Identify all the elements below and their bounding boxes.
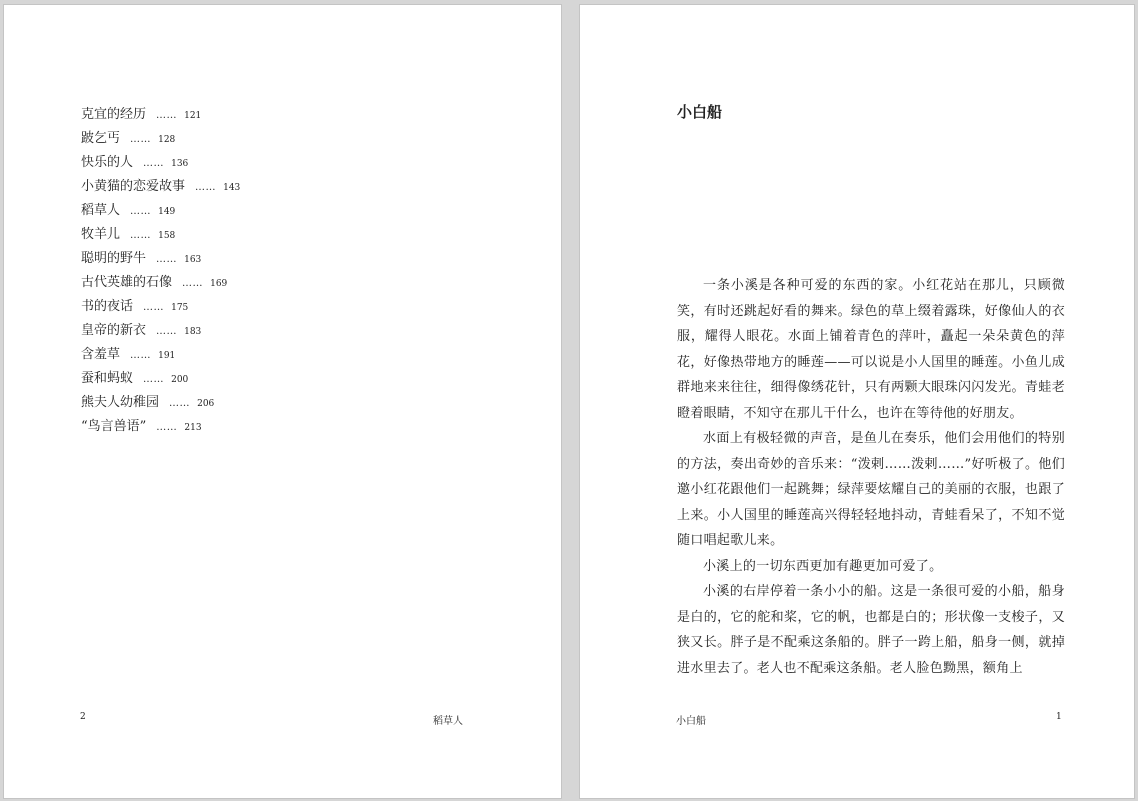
toc-page-number: 183 — [184, 327, 202, 337]
right-page — [579, 4, 1135, 799]
body-paragraph: 小溪上的一切东西更加有趣更加可爱了。 — [703, 558, 943, 574]
toc-page-number: 158 — [158, 231, 176, 241]
toc-entry-title: 跛乞丐 — [81, 131, 121, 146]
toc-leader-dots: …… — [156, 326, 178, 337]
toc-entry-title: 蚕和蚂蚁 — [81, 371, 134, 386]
toc-page-number: 149 — [158, 207, 176, 217]
toc-entry-title: “鸟言兽语” — [81, 419, 147, 434]
toc-entry-title: 克宜的经历 — [81, 107, 147, 122]
toc-entry[interactable] — [81, 125, 240, 149]
body-paragraph: 水面上有极轻微的声音，是鱼儿在奏乐，他们会用他们的特别的方法，奏出奇妙的音乐来：“泼剌……泼剌……”好听极了。他们邀小红花跟他们一起跳舞；绿萍要炫耀自己的美丽的衣服，也跟了上来。小人国里的睡莲高兴得轻轻地抖动，青蛙看呆了，不知不觉随口唱起歌儿来。 — [677, 431, 1065, 548]
chapter-title: 小白船 — [677, 103, 723, 121]
toc-entry[interactable] — [81, 101, 240, 125]
toc-entry[interactable] — [81, 293, 240, 317]
toc-page-number: 169 — [210, 279, 228, 289]
left-page — [3, 4, 562, 799]
toc-entry[interactable] — [81, 413, 240, 437]
toc-page-number: 175 — [171, 303, 189, 313]
toc-page-number: 191 — [158, 351, 176, 361]
body-paragraph: 小溪的右岸停着一条小小的船。这是一条很可爱的小船，船身是白的，它的舵和桨，它的帆，也都是白的；形状像一支梭子，又狭又长。胖子是不配乘这条船的。胖子一跨上船，船身一侧，就掉进水里去了。老人也不配乘这条船。老人脸色黝黑，额角上 — [677, 584, 1065, 676]
toc-leader-dots: …… — [156, 110, 178, 121]
toc-entry-title: 熊夫人幼稚园 — [81, 395, 160, 410]
toc-entry[interactable] — [81, 221, 240, 245]
left-footer-page-number: 2 — [80, 712, 86, 722]
toc-entry-title: 聪明的野牛 — [81, 251, 147, 266]
toc-entry[interactable] — [81, 317, 240, 341]
toc-page-number: 143 — [223, 183, 241, 193]
toc-leader-dots: …… — [143, 158, 165, 169]
toc-entry[interactable] — [81, 245, 240, 269]
toc-entry-title: 书的夜话 — [81, 299, 134, 314]
toc-entry-title: 稻草人 — [81, 203, 121, 218]
toc-leader-dots: …… — [156, 254, 178, 265]
toc-entry-title: 快乐的人 — [81, 155, 134, 170]
toc-leader-dots: …… — [182, 278, 204, 289]
toc-leader-dots: …… — [143, 374, 165, 385]
toc-entry-title: 皇帝的新衣 — [81, 323, 147, 338]
toc-entry[interactable] — [81, 389, 240, 413]
toc-page-number: 128 — [158, 135, 176, 145]
chapter-body — [677, 273, 1065, 681]
toc-entry[interactable] — [81, 269, 240, 293]
toc-page-number: 206 — [197, 399, 215, 409]
toc-page-number: 136 — [171, 159, 189, 169]
toc-entry-title: 牧羊儿 — [81, 227, 121, 242]
toc-leader-dots: …… — [156, 422, 178, 433]
toc-entry[interactable] — [81, 341, 240, 365]
toc-leader-dots: …… — [130, 230, 152, 241]
toc-entry-title: 古代英雄的石像 — [81, 275, 173, 290]
toc-entry[interactable] — [81, 197, 240, 221]
toc-leader-dots: …… — [130, 134, 152, 145]
toc-leader-dots: …… — [143, 302, 165, 313]
toc-page-number: 213 — [184, 423, 202, 433]
toc-page-number: 121 — [184, 111, 202, 121]
left-footer-book-title: 稻草人 — [433, 716, 463, 727]
right-footer-page-number: 1 — [1056, 712, 1062, 722]
toc-leader-dots: …… — [195, 182, 217, 193]
body-paragraph: 一条小溪是各种可爱的东西的家。小红花站在那儿，只顾微笑，有时还跳起好看的舞来。绿色的草上缀着露珠，好像仙人的衣服，耀得人眼花。水面上铺着青色的萍叶，矗起一朵朵黄色的萍花，好像热带地方的睡莲——可以说是小人国里的睡莲。小鱼儿成群地来来往往，细得像绣花针，只有两颗大眼珠闪闪发光。青蛙老瞪着眼睛，不知守在那儿干什么，也许在等待他的好朋友。 — [677, 278, 1065, 421]
toc-entry[interactable] — [81, 149, 240, 173]
toc-page-number: 163 — [184, 255, 202, 265]
right-footer-chapter-title: 小白船 — [676, 716, 706, 727]
toc-leader-dots: …… — [130, 350, 152, 361]
toc-page-number: 200 — [171, 375, 189, 385]
toc-entry[interactable] — [81, 173, 240, 197]
toc-entry[interactable] — [81, 365, 240, 389]
toc-leader-dots: …… — [130, 206, 152, 217]
table-of-contents — [81, 101, 240, 437]
toc-leader-dots: …… — [169, 398, 191, 409]
toc-entry-title: 小黄猫的恋爱故事 — [81, 179, 186, 194]
toc-entry-title: 含羞草 — [81, 347, 121, 362]
